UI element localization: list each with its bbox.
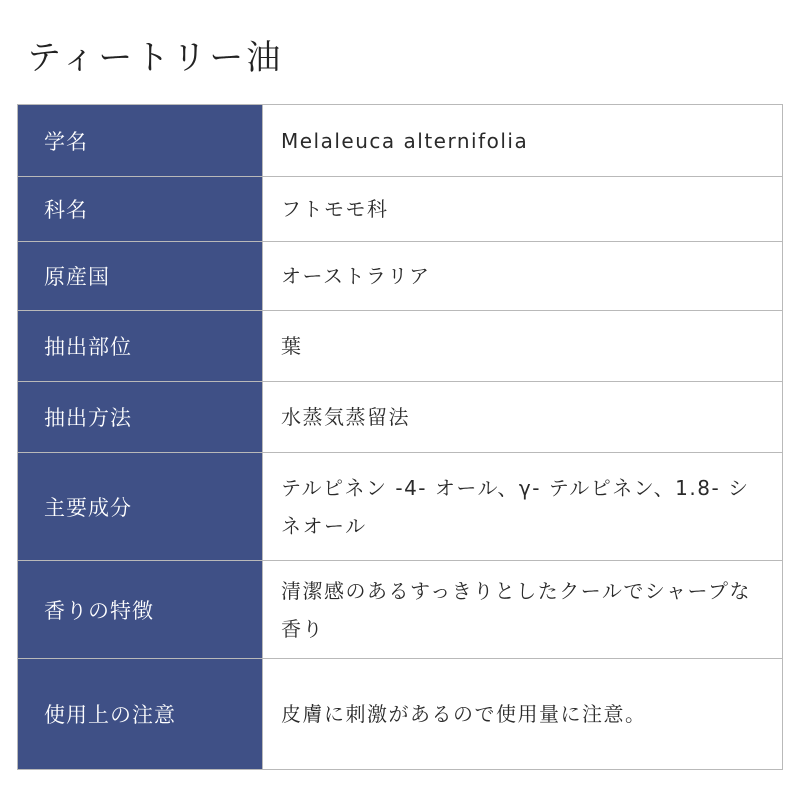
row-value-scientific-name: Melaleuca alternifolia <box>263 105 783 177</box>
row-value-main-components: テルピネン -4- オール、γ- テルピネン、1.8- シネオール <box>263 453 783 561</box>
row-value-extraction-part: 葉 <box>263 311 783 382</box>
table-row <box>18 561 783 659</box>
info-table <box>17 104 783 770</box>
row-label-precautions: 使用上の注意 <box>18 659 263 770</box>
row-value-aroma: 清潔感のあるすっきりとしたクールでシャープな香り <box>263 561 783 659</box>
row-label-origin: 原産国 <box>18 242 263 311</box>
row-label-main-components: 主要成分 <box>18 453 263 561</box>
row-label-aroma: 香りの特徴 <box>18 561 263 659</box>
page-title: ティートリー油 <box>27 38 284 78</box>
row-label-extraction-part: 抽出部位 <box>18 311 263 382</box>
row-label-scientific-name: 学名 <box>18 105 263 177</box>
table-row <box>18 659 783 770</box>
row-label-extraction-method: 抽出方法 <box>18 382 263 453</box>
table-row <box>18 242 783 311</box>
row-value-family: フトモモ科 <box>263 177 783 242</box>
table-row <box>18 177 783 242</box>
row-label-family: 科名 <box>18 177 263 242</box>
row-value-extraction-method: 水蒸気蒸留法 <box>263 382 783 453</box>
table-row <box>18 382 783 453</box>
row-value-origin: オーストラリア <box>263 242 783 311</box>
table-row <box>18 105 783 177</box>
row-value-precautions: 皮膚に刺激があるので使用量に注意。 <box>263 659 783 770</box>
table-row <box>18 453 783 561</box>
table-row <box>18 311 783 382</box>
